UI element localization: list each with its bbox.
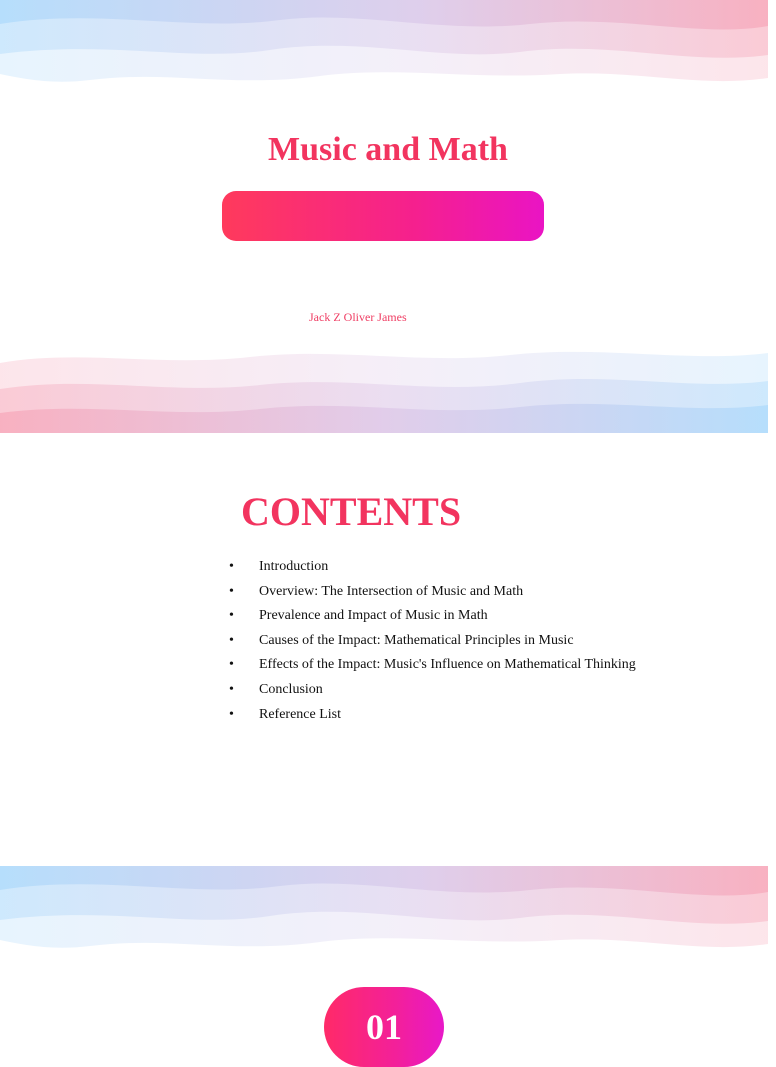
bullet-icon: • bbox=[229, 657, 234, 673]
author-name: Jack Z Oliver James bbox=[309, 310, 407, 324]
list-item-label: Introduction bbox=[259, 559, 329, 574]
list-item bbox=[229, 606, 636, 631]
contents-slide bbox=[0, 433, 768, 866]
bullet-icon: • bbox=[229, 559, 234, 574]
list-item bbox=[229, 655, 636, 680]
list-item bbox=[229, 680, 636, 705]
section-number-badge: 01 bbox=[324, 987, 444, 1067]
bullet-icon: • bbox=[229, 632, 234, 648]
bullet-icon: • bbox=[229, 583, 234, 599]
section-slide bbox=[0, 866, 768, 1047]
list-item-label: Prevalence and Impact of Music in Math bbox=[259, 608, 488, 624]
top-wave-decoration bbox=[0, 866, 768, 961]
list-item bbox=[229, 631, 636, 656]
bullet-icon: • bbox=[229, 681, 234, 697]
top-wave-decoration bbox=[0, 0, 768, 95]
title-slide bbox=[0, 0, 768, 433]
list-item bbox=[229, 557, 636, 582]
list-item-label: Overview: The Intersection of Music and Math bbox=[259, 583, 524, 599]
bottom-wave-decoration bbox=[0, 345, 768, 433]
contents-list bbox=[229, 557, 636, 729]
presentation-title: Music and Math bbox=[268, 131, 508, 168]
bullet-icon: • bbox=[229, 706, 234, 722]
list-item-label: Effects of the Impact: Music's Influence on Mathematical Thinking bbox=[259, 657, 636, 673]
bullet-icon: • bbox=[229, 608, 234, 624]
contents-heading: CONTENTS bbox=[241, 489, 462, 534]
title-accent-bar bbox=[222, 191, 544, 241]
list-item-label: Reference List bbox=[259, 706, 342, 722]
list-item bbox=[229, 705, 636, 730]
list-item-label: Causes of the Impact: Mathematical Principles in Music bbox=[259, 632, 574, 648]
list-item bbox=[229, 582, 636, 607]
list-item-label: Conclusion bbox=[259, 681, 323, 697]
